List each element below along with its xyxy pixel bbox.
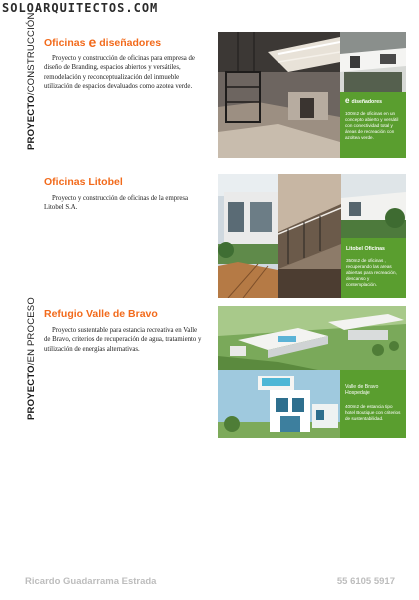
project-2-title: Oficinas Litobel: [44, 176, 123, 188]
project-1-photo-interior: [218, 32, 340, 158]
project-1-title: [44, 34, 161, 50]
label-proceso-bold: PROYECTO: [26, 365, 37, 420]
project-3-render-facade: [218, 370, 340, 438]
project-2-info-box: [341, 238, 406, 298]
watermark: SOLOARQUITECTOS.COM: [2, 1, 159, 15]
label-construccion-light: /CONSTRUCCIÓN: [26, 12, 37, 96]
project-3-box-title: Valle de Bravo Hospedaje: [345, 384, 379, 396]
label-proyecto-construccion: [26, 12, 37, 150]
project-3-info-box: [340, 370, 406, 438]
project-1-description: Proyecto y construcción de oficinas para empresa de diseño de Branding, espacios abiertos y versátiles, remodelación y reconceptualización del inmueble utilización de espacios devaluados como azotea verde.: [44, 55, 195, 90]
label-proceso-light: /EN PROCESO: [26, 297, 37, 366]
project-2-photo-interior: [278, 174, 341, 298]
project-2-box-title: Litobel Oficinas: [346, 246, 385, 252]
project-1-box-header: [345, 98, 401, 105]
label-construccion-bold: PROYECTO: [26, 95, 37, 150]
project-3-description: Proyecto sustentable para estancia recreativa en Valle de Bravo, criterios de recuperación de agua, tratamiento y utilización de energías alternativas.: [44, 327, 202, 353]
project-3-render-aerial: [218, 306, 406, 370]
label-proyecto-proceso: [26, 297, 37, 420]
project-1-box-text: 100m2 de oficinas en un concepto abierto y versátil con conectividad total y áreas de recreación con azoltea verde.: [345, 111, 399, 140]
e-logo-small-icon: e: [345, 96, 350, 105]
footer-name: Ricardo Guadarrama Estrada: [25, 576, 157, 587]
project-1-title-a: Oficinas: [44, 37, 86, 49]
project-2-photo-terrace: [341, 174, 406, 238]
project-3-box-text: 400m2 de estancia tipo hotel Boutique con criterios de sustentabilidad.: [345, 404, 401, 421]
project-2-photo-building: [218, 174, 278, 298]
project-1-box-title: diseñadores: [351, 99, 383, 105]
project-2-box-text: 350m2 de oficinas , recuperando las areas abiertas para recreación, descanso y contemplación.: [346, 258, 397, 287]
project-3-title: Refugio Valle de Bravo: [44, 308, 158, 320]
footer-phone: 55 6105 5917: [336, 576, 395, 587]
project-2-description: Proyecto y construcción de oficinas de la empresa Litobel S.A.: [44, 195, 189, 212]
project-1-title-b: diseñadores: [99, 37, 162, 49]
project-1-photo-exterior: [340, 32, 406, 92]
project-1-info-box: [340, 92, 406, 158]
e-logo-icon: e: [88, 34, 97, 50]
